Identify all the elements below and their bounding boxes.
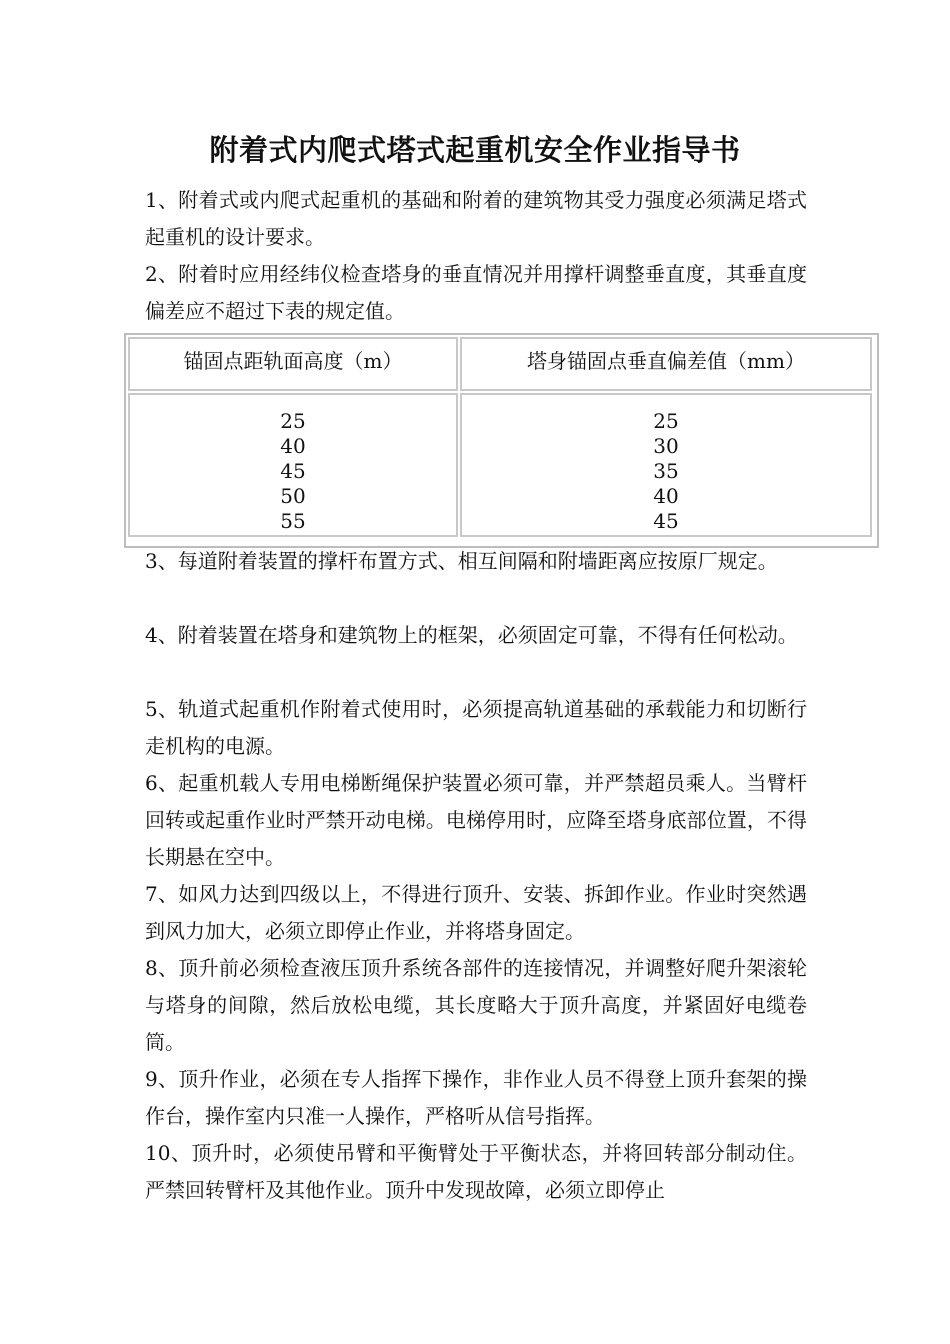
paragraph-9: 9、顶升作业，必须在专人指挥下操作，非作业人员不得登上顶升套架的操作台，操作室内只准一人操作，严格听从信号指挥。 [145,1067,807,1128]
table-cell: 40 [653,484,679,508]
table-cell: 45 [653,509,679,533]
table-cell: 40 [280,434,306,458]
table-column-height-values [128,393,458,537]
table-cell: 30 [653,434,679,458]
table-cell: 25 [653,409,679,433]
paragraph-8: 8、顶升前必须检查液压顶升系统各部件的连接情况，并调整好爬升架滚轮与塔身的间隙，然后放松电缆，其长度略大于顶升高度，并紧固好电缆卷筒。 [145,956,807,1054]
paragraph-10: 10、顶升时，必须使吊臂和平衡臂处于平衡状态，并将回转部分制动住。严禁回转臂杆及其他作业。顶升中发现故障，必须立即停止 [145,1141,807,1202]
table-cell: 50 [280,484,306,508]
paragraph-2: 2、附着时应用经纬仪检查塔身的垂直情况并用撑杆调整垂直度，其垂直度偏差应不超过下表的规定值。 [145,262,807,323]
paragraph-4: 4、附着装置在塔身和建筑物上的框架，必须固定可靠，不得有任何松动。 [145,623,798,647]
table-cell: 55 [280,509,306,533]
table-header-deviation [460,337,872,391]
table-cell: 25 [280,409,306,433]
paragraph-5: 5、轨道式起重机作附着式使用时，必须提高轨道基础的承载能力和切断行走机构的电源。 [145,697,807,758]
document-title: 附着式内爬式塔式起重机安全作业指导书 [209,133,741,167]
table-cell: 45 [280,459,306,483]
deviation-table [124,333,879,548]
paragraph-1: 1、附着式或内爬式起重机的基础和附着的建筑物其受力强度必须满足塔式起重机的设计要求。 [145,188,807,249]
paragraph-3: 3、每道附着装置的撑杆布置方式、相互间隔和附墙距离应按原厂规定。 [145,549,778,573]
paragraph-6: 6、起重机载人专用电梯断绳保护装置必须可靠，并严禁超员乘人。当臂杆回转或起重作业时严禁开动电梯。电梯停用时，应降至塔身底部位置，不得长期悬在空中。 [145,771,807,869]
table-header-deviation-text: 塔身锚固点垂直偏差值（mm） [527,349,805,373]
table-header-height [128,337,458,391]
table-column-deviation-values [460,393,872,537]
table-cell: 35 [653,459,679,483]
paragraph-7: 7、如风力达到四级以上，不得进行顶升、安装、拆卸作业。作业时突然遇到风力加大，必须立即停止作业，并将塔身固定。 [145,882,807,943]
table-header-height-text: 锚固点距轨面高度（m） [183,349,403,373]
